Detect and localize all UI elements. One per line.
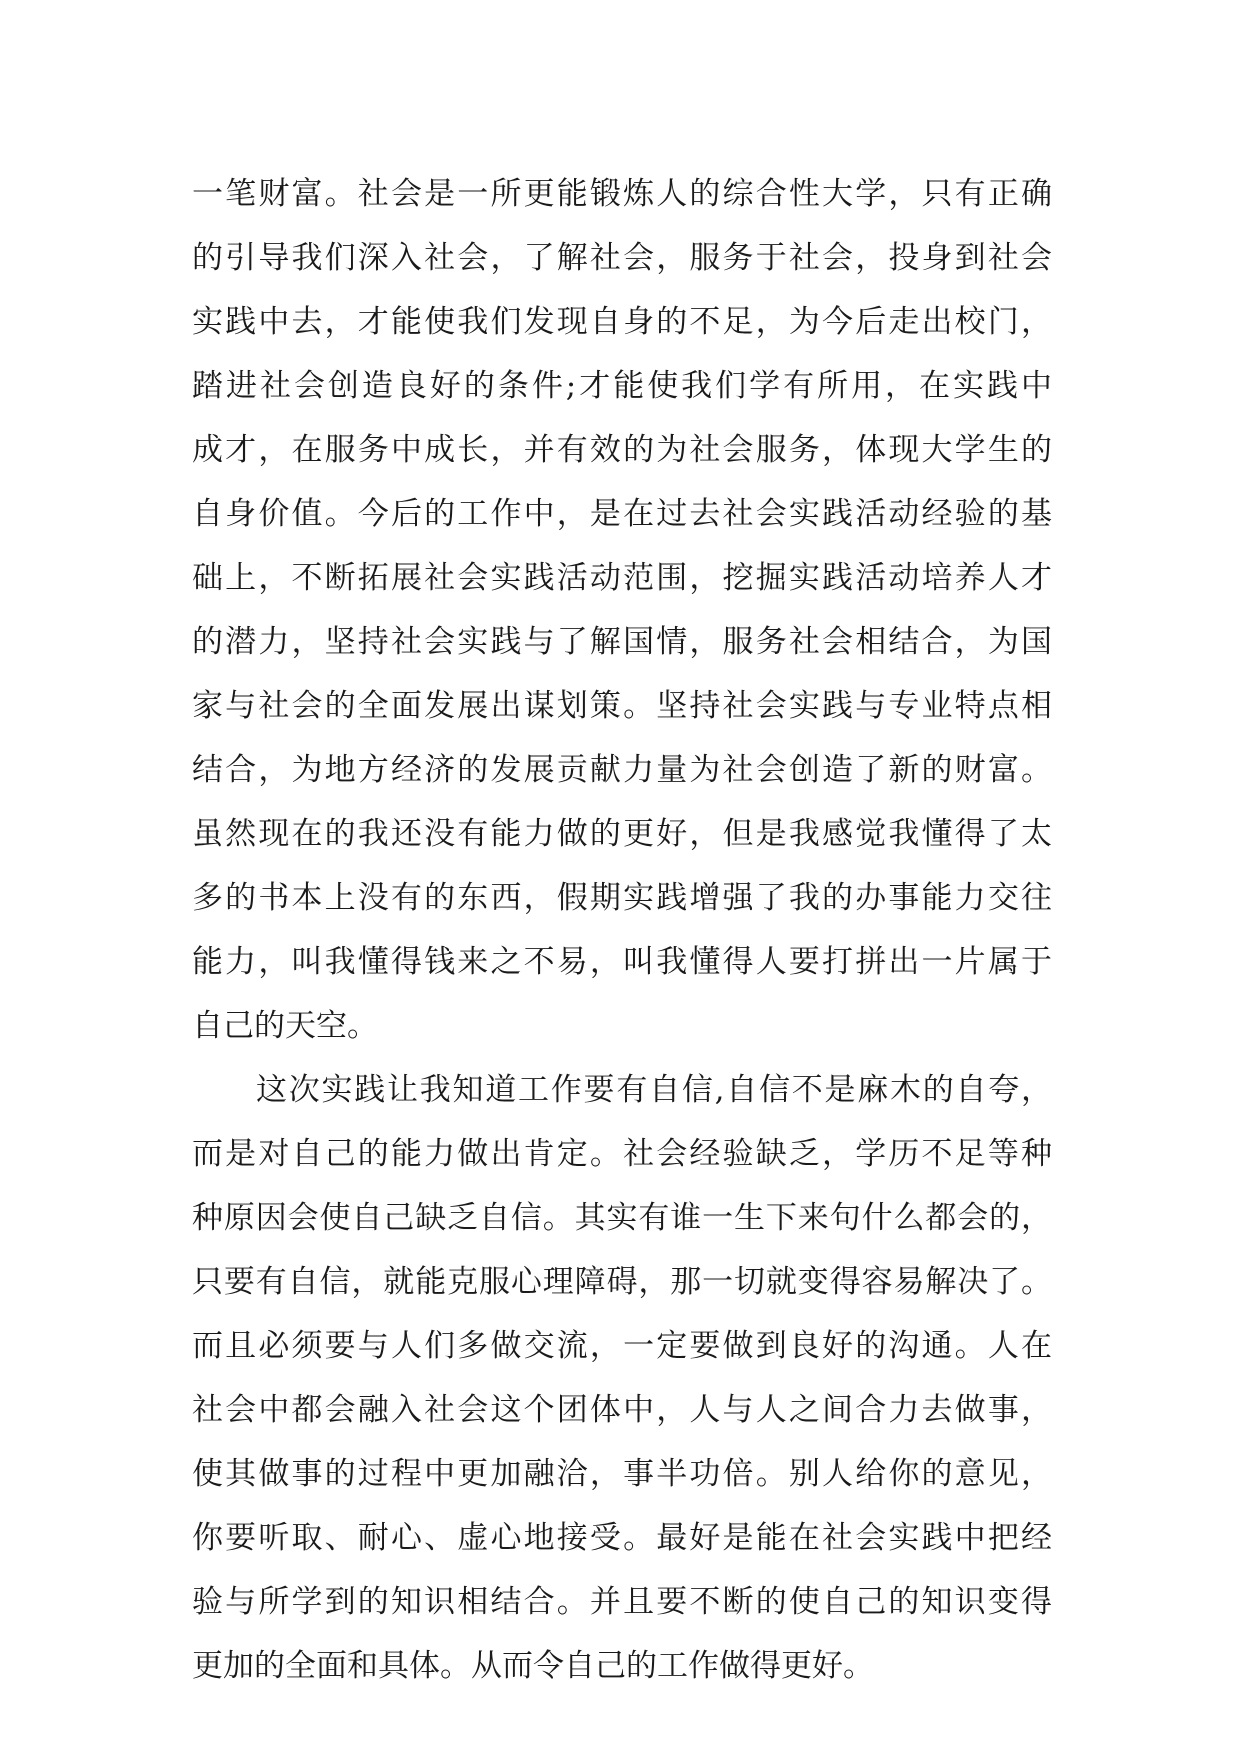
text-line: 而且必须要与人们多做交流，一定要做到良好的沟通。人在: [192, 1328, 1052, 1364]
text-line: 虽然现在的我还没有能力做的更好，但是我感觉我懂得了太: [192, 816, 1052, 852]
text-line: 你要听取、耐心、虚心地接受。最好是能在社会实践中把经: [192, 1520, 1052, 1556]
text-line: 能力，叫我懂得钱来之不易，叫我懂得人要打拼出一片属于: [192, 944, 1052, 980]
paragraph-2: [192, 1058, 1052, 1698]
text-line: 成才，在服务中成长，并有效的为社会服务，体现大学生的: [192, 432, 1052, 468]
text-line: 的引导我们深入社会，了解社会，服务于社会，投身到社会: [192, 240, 1052, 276]
paragraph-1: [192, 162, 1052, 1058]
text-line: 结合，为地方经济的发展贡献力量为社会创造了新的财富。: [192, 752, 1052, 788]
text-line: 使其做事的过程中更加融洽，事半功倍。别人给你的意见，: [192, 1456, 1052, 1492]
text-line: 更加的全面和具体。从而令自己的工作做得更好。: [192, 1648, 874, 1684]
text-line: 实践中去，才能使我们发现自身的不足，为今后走出校门，: [192, 304, 1052, 340]
text-line: 种原因会使自己缺乏自信。其实有谁一生下来句什么都会的，: [192, 1200, 1052, 1236]
text-line: 只要有自信，就能克服心理障碍，那一切就变得容易解决了。: [192, 1264, 1052, 1300]
text-line: 这次实践让我知道工作要有自信,自信不是麻木的自夸，: [256, 1072, 1052, 1108]
text-line: 础上，不断拓展社会实践活动范围，挖掘实践活动培养人才: [192, 560, 1052, 596]
text-line: 踏进社会创造良好的条件;才能使我们学有所用，在实践中: [192, 368, 1052, 404]
body-text: [192, 162, 1052, 1698]
text-line: 多的书本上没有的东西，假期实践增强了我的办事能力交往: [192, 880, 1052, 916]
text-line: 而是对自己的能力做出肯定。社会经验缺乏，学历不足等种: [192, 1136, 1052, 1172]
text-line: 家与社会的全面发展出谋划策。坚持社会实践与专业特点相: [192, 688, 1052, 724]
text-line: 一笔财富。社会是一所更能锻炼人的综合性大学，只有正确: [192, 176, 1052, 212]
text-line: 的潜力，坚持社会实践与了解国情，服务社会相结合，为国: [192, 624, 1052, 660]
text-line: 自身价值。今后的工作中，是在过去社会实践活动经验的基: [192, 496, 1052, 532]
text-line: 社会中都会融入社会这个团体中，人与人之间合力去做事，: [192, 1392, 1052, 1428]
text-line: 验与所学到的知识相结合。并且要不断的使自己的知识变得: [192, 1584, 1052, 1620]
text-line: 自己的天空。: [192, 1008, 378, 1044]
